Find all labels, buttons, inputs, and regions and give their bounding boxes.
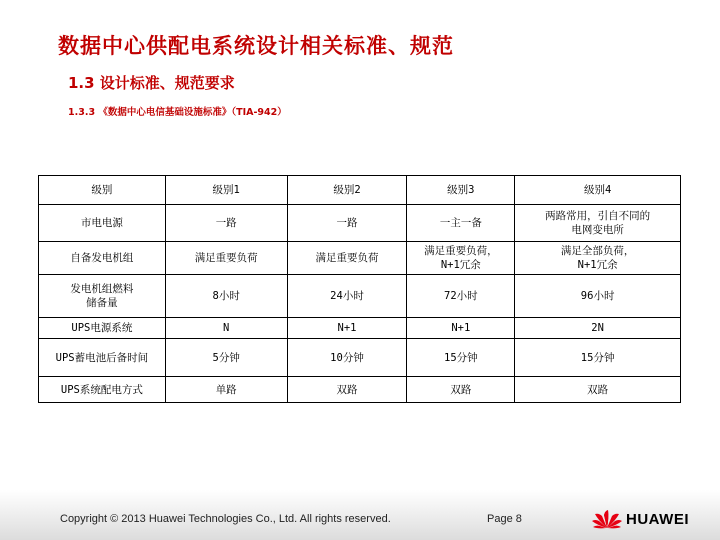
table-row	[39, 242, 681, 275]
row-label: UPS蓄电池后备时间	[39, 339, 166, 377]
header-cell: 级别3	[407, 176, 515, 205]
table-row	[39, 275, 681, 318]
table-cell: 2N	[515, 318, 681, 339]
table-cell: 两路常用，引自不同的 电网变电所	[515, 205, 681, 242]
table-header-row	[39, 176, 681, 205]
row-label: 发电机组燃料 储备量	[39, 275, 166, 318]
slide-title: 数据中心供配电系统设计相关标准、规范	[58, 34, 454, 58]
table-cell: 72小时	[407, 275, 515, 318]
table-cell: N+1	[287, 318, 407, 339]
table-cell: 15分钟	[515, 339, 681, 377]
table-cell: 一主一备	[407, 205, 515, 242]
header-cell: 级别4	[515, 176, 681, 205]
subsection-title: 1.3.3 《数据中心电信基础设施标准》（TIA-942）	[68, 107, 287, 118]
table-cell: 15分钟	[407, 339, 515, 377]
table-cell: 5分钟	[165, 339, 287, 377]
table-cell: 24小时	[287, 275, 407, 318]
table-cell: N	[165, 318, 287, 339]
row-label: 市电电源	[39, 205, 166, 242]
header-cell: 级别2	[287, 176, 407, 205]
table-cell: 满足重要负荷	[165, 242, 287, 275]
table-cell: 8小时	[165, 275, 287, 318]
requirements-table	[38, 175, 681, 403]
table-cell: 满足重要负荷	[287, 242, 407, 275]
table-cell: 单路	[165, 377, 287, 403]
table-cell: 10分钟	[287, 339, 407, 377]
table-cell: 满足重要负荷， N+1冗余	[407, 242, 515, 275]
table-cell: 满足全部负荷， N+1冗余	[515, 242, 681, 275]
copyright-notice: Copyright © 2013 Huawei Technologies Co., Ltd. All rights reserved.	[60, 513, 391, 525]
table-cell: 双路	[515, 377, 681, 403]
table-cell: 一路	[165, 205, 287, 242]
section-subtitle: 1.3 设计标准、规范要求	[68, 74, 235, 92]
row-label: UPS系统配电方式	[39, 377, 166, 403]
table-cell: 双路	[287, 377, 407, 403]
table-cell: 双路	[407, 377, 515, 403]
table-cell: 一路	[287, 205, 407, 242]
page-number: Page 8	[487, 513, 522, 525]
row-label: UPS电源系统	[39, 318, 166, 339]
table-row	[39, 318, 681, 339]
table-row	[39, 339, 681, 377]
table-row	[39, 377, 681, 403]
row-label: 自备发电机组	[39, 242, 166, 275]
header-cell: 级别	[39, 176, 166, 205]
table-cell: 96小时	[515, 275, 681, 318]
brand-name: HUAWEI	[626, 511, 689, 528]
table-cell: N+1	[407, 318, 515, 339]
header-cell: 级别1	[165, 176, 287, 205]
table-row	[39, 205, 681, 242]
